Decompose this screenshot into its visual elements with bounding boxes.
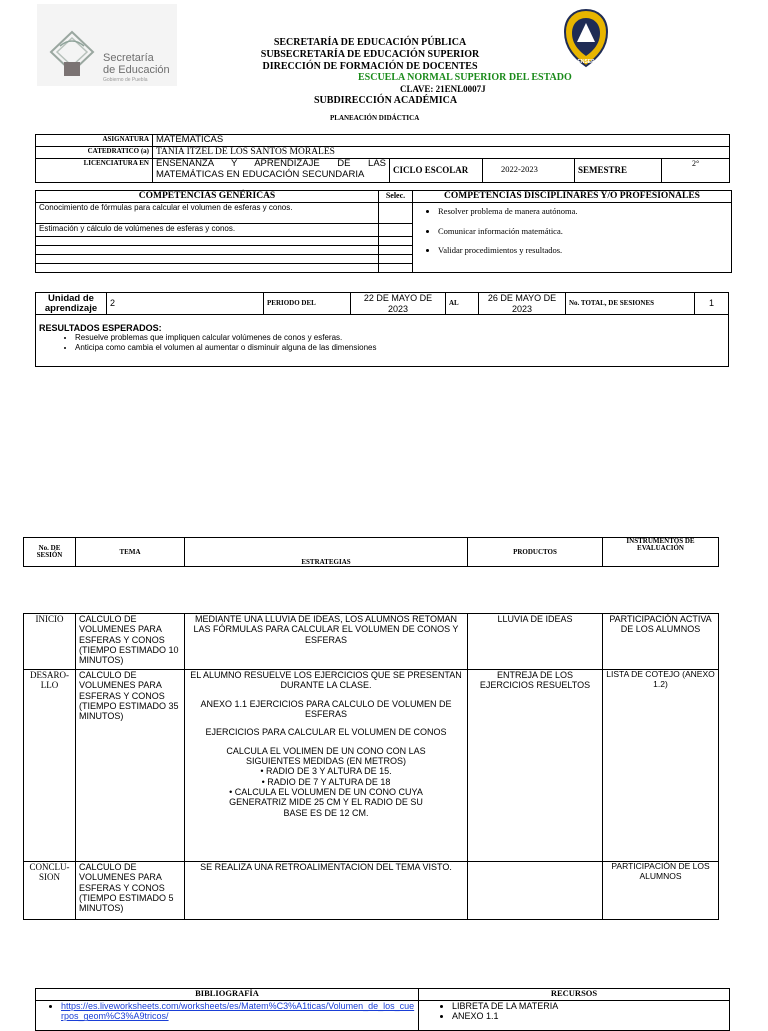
ensep-logo-text: ENSEP — [577, 59, 595, 65]
header-line-1: SECRETARÍA DE EDUCACIÓN PÚBLICA — [273, 37, 467, 48]
periodo-label: PERIODO DEL — [264, 293, 351, 315]
tema-header: TEMA — [76, 538, 185, 567]
semestre-label: SEMESTRE — [575, 158, 662, 182]
resultado-2: • Anticipa como cambia el volumen al aumentar o disminuir alguna de las dimensiones — [75, 343, 725, 352]
genericas-header: COMPETENCIAS GENÉRICAS — [36, 191, 379, 203]
estrategia-bullet-2: • RADIO DE 7 Y ALTURA DE 18 — [261, 776, 391, 787]
header-line-5: CLAVE: 21ENL0007J — [400, 84, 486, 94]
disciplinares-header: COMPETENCIAS DISCIPLINARES Y/O PROFESIONALES — [413, 191, 732, 203]
sep-logo-line2: de Educación — [103, 64, 170, 76]
licenciatura-value: ENSEÑANZA Y APRENDIZAJE DE LAS MATEMÁTICAS EN EDUCACIÓN SECUNDARIA — [153, 158, 390, 182]
tema-inicio: CALCULO DE VOLUMENES PARA ESFERAS Y CONOS (TIEMPO ESTIMADO 10 MINUTOS) — [76, 614, 185, 670]
bibliografia-link[interactable]: https://es.liveworksheets.com/worksheets/es/Matem%C3%A1ticas/Volumen_de_los_cuerpos_geom%C3%A9tricos/ — [61, 1001, 415, 1022]
sesion-row-desarrollo — [24, 670, 719, 862]
disciplinar-1: • Resolver problema de manera autónoma. — [438, 207, 728, 217]
producto-cierre — [468, 862, 603, 920]
unidad-value: 2 — [107, 293, 264, 315]
estrategia-bullet-1: • RADIO DE 3 Y ALTURA DE 15. — [260, 766, 392, 777]
tema-desarrollo: CALCULO DE VOLUMENES PARA ESFERAS Y CONOS (TIEMPO ESTIMADO 35 MINUTOS) — [76, 670, 185, 862]
sep-logo-line3: Gobierno de Puebla — [103, 77, 148, 83]
sep-logo-line1: Secretaría — [103, 52, 154, 64]
header-line-7: PLANEACIÓN DIDÁCTICA — [330, 114, 420, 122]
semestre-value: 2° — [662, 158, 730, 182]
productos-header: PRODUCTOS — [468, 538, 603, 567]
header-line-6: SUBDIRECCIÓN ACADÉMICA — [314, 95, 458, 106]
asignatura-value: MATEMATICAS — [153, 135, 730, 147]
fase-inicio: INICIO — [24, 614, 76, 670]
instrumento-desarrollo: LISTA DE COTEJO (ANEXO 1.2) — [603, 670, 719, 862]
estrategia-desarrollo-1: EL ALUMNO RESUELVE LOS EJERCICIOS QUE SE PRESENTAN DURANTE LA CLASE. — [190, 670, 462, 691]
disciplinares-list — [413, 202, 732, 272]
estrategia-desarrollo-2: ANEXO 1.1 EJERCICIOS PARA CALCULO DE VOLUMEN DE ESFERAS — [200, 698, 452, 720]
producto-inicio: LLUVIA DE IDEAS — [468, 614, 603, 670]
producto-desarrollo: ENTREJA DE LOS EJERCICIOS RESUELTOS — [468, 670, 603, 862]
instrumento-cierre: PARTICIPACIÓN DE LOS ALUMNOS — [603, 862, 719, 920]
header-line-2: SUBSECRETARÍA DE EDUCACIÓN SUPERIOR — [260, 49, 480, 60]
sesiones-table — [23, 613, 719, 920]
ensep-logo — [563, 8, 609, 68]
recurso-1: • LIBRETA DE LA MATERIA — [452, 1001, 726, 1011]
catedratico-label: CATEDRATICO (a) — [36, 146, 153, 158]
competencias-table — [35, 190, 732, 273]
disciplinar-3: • Validar procedimientos y resultados. — [438, 246, 728, 256]
no-sesion-header: No. DE SESIÓN — [24, 538, 76, 567]
asignatura-label: ASIGNATURA — [36, 135, 153, 147]
ciclo-value: 2022-2023 — [483, 158, 575, 182]
header-line-3: DIRECCIÓN DE FORMACIÓN DE DOCENTES — [262, 61, 478, 72]
estrategias-header: ESTRATEGIAS — [185, 538, 468, 567]
sep-emblem-icon — [45, 22, 99, 80]
sesion-row-cierre — [24, 862, 719, 920]
periodo-desde: 22 DE MAYO DE 2023 — [351, 293, 446, 315]
bibliografia-table — [35, 988, 730, 1031]
periodo-hasta: 26 DE MAYO DE 2023 — [479, 293, 566, 315]
licenciatura-label: LICENCIATURA EN — [36, 158, 153, 182]
sesiones-value: 1 — [695, 293, 729, 315]
recursos-header: RECURSOS — [419, 989, 730, 1001]
instrumentos-header: INSTRUMENTOS DE EVALUACIÓN — [603, 538, 719, 567]
sep-logo — [37, 4, 177, 86]
resultados-label: RESULTADOS ESPERADOS: — [39, 323, 162, 333]
sesion-header-table — [23, 537, 719, 567]
estrategia-desarrollo-3: EJERCICIOS PARA CALCULAR EL VOLUMEN DE CONOS — [205, 727, 447, 738]
resultado-1: • Resuelve problemas que impliquen calcular volúmenes de conos y esferas. — [75, 333, 725, 342]
recurso-2: • ANEXO 1.1 — [452, 1011, 726, 1021]
sesion-row-inicio — [24, 614, 719, 670]
generica-1: Conocimiento de fórmulas para calcular el volumen de esferas y conos. — [36, 202, 379, 223]
resultados-cell — [36, 315, 729, 367]
fase-cierre: CONCLU-SION — [24, 862, 76, 920]
catedratico-value: TANIA ITZEL DE LOS SANTOS MORALES — [153, 146, 730, 158]
sesiones-label: No. TOTAL, DE SESIONES — [566, 293, 695, 315]
selec-header: Selec. — [379, 191, 413, 203]
estrategia-bullet-3: • CALCULA EL VOLUMEN DE UN CONO CUYA GENERATRIZ MIDE 25 CM Y EL RADIO DE SU BASE ES DE 12 CM. — [229, 787, 423, 818]
estrategia-inicio: MEDIANTE UNA LLUVIA DE IDEAS, LOS ALUMNOS RETOMAN LAS FÓRMULAS PARA CALCULAR EL VOLUMEN DE CONOS Y ESFERAS — [185, 614, 468, 670]
disciplinar-2: • Comunicar información matemática. — [438, 227, 728, 237]
estrategia-desarrollo-4: CALCULA EL VOLIMEN DE UN CONO CON LAS SIGUIENTES MEDIDAS (EN METROS) — [226, 745, 426, 767]
fase-desarrollo: DESARO-LLO — [24, 670, 76, 862]
tema-cierre: CALCULO DE VOLUMENES PARA ESFERAS Y CONOS (TIEMPO ESTIMADO 5 MINUTOS) — [76, 862, 185, 920]
ciclo-label: CICLO ESCOLAR — [390, 158, 483, 182]
unidad-table — [35, 292, 729, 367]
header-line-4: ESCUELA NORMAL SUPERIOR DEL ESTADO — [358, 72, 572, 83]
bibliografia-header: BIBLIOGRAFÍA — [36, 989, 419, 1001]
generica-2: Estimación y cálculo de volúmenes de esferas y conos. — [36, 223, 379, 236]
unidad-label: Unidad de aprendizaje — [36, 293, 107, 315]
instrumento-inicio: PARTICIPACIÓN ACTIVA DE LOS ALUMNOS — [603, 614, 719, 670]
estrategia-cierre: SE REALIZA UNA RETROALIMENTACION DEL TEMA VISTO. — [185, 862, 468, 920]
estrategia-desarrollo — [185, 670, 468, 862]
al-label: AL — [446, 293, 479, 315]
info-table — [35, 134, 730, 183]
